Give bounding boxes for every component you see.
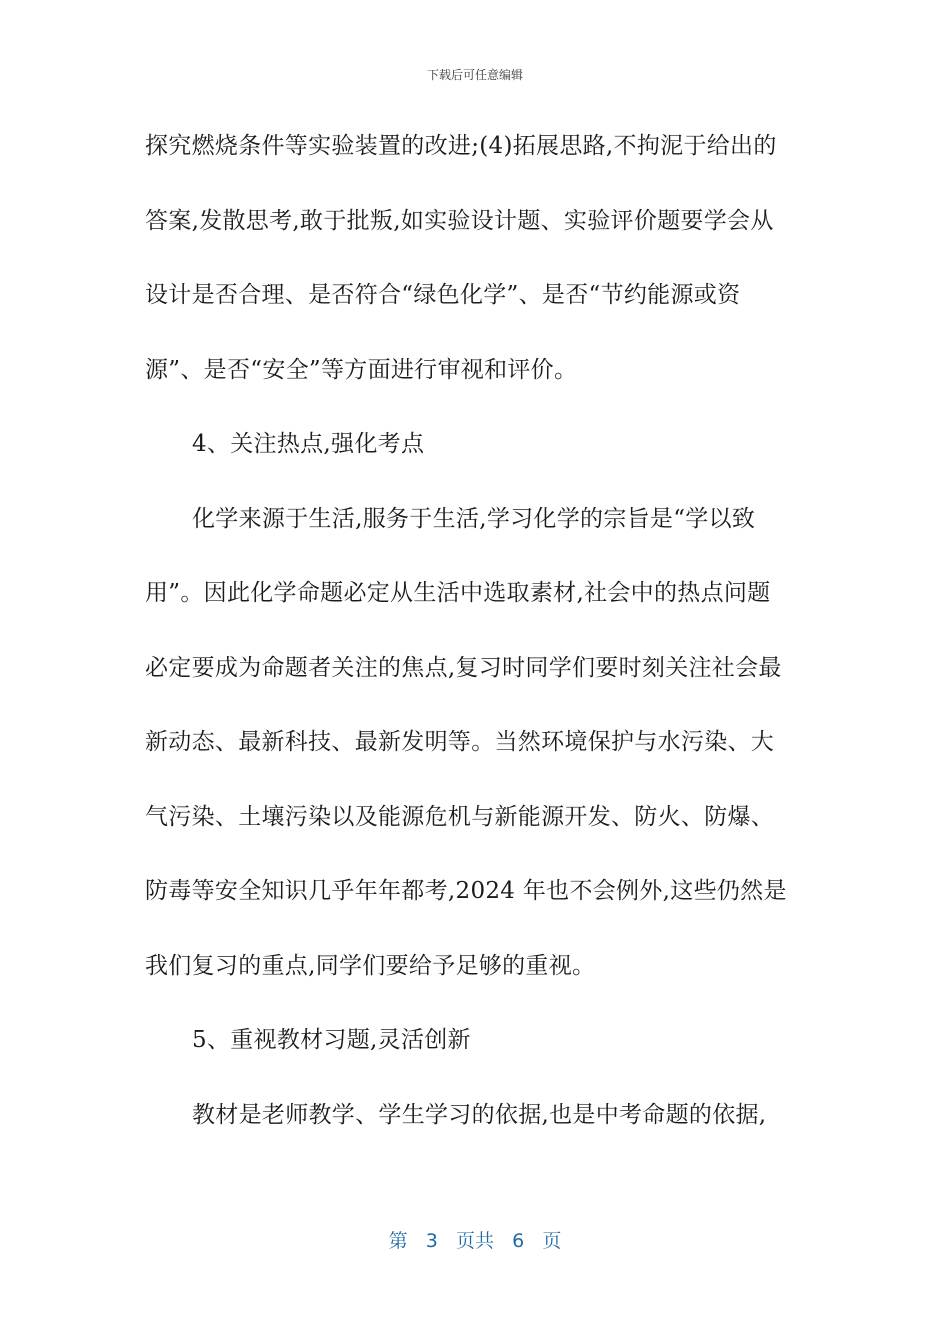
page-label-suffix: 页 [542, 1230, 562, 1252]
page-number-footer [0, 1226, 950, 1253]
body-line-14: 教材是老师教学、学生学习的依据,也是中考命题的依据, [192, 1101, 767, 1128]
body-line-7: 用”。因此化学命题必定从生活中选取素材,社会中的热点问题 [145, 580, 771, 606]
page-total-number: 6 [512, 1230, 525, 1252]
document-body [145, 122, 810, 1165]
body-line-8: 必定要成为命题者关注的焦点,复习时同学们要时刻关注社会最 [145, 654, 782, 681]
page-label-prefix: 第 [388, 1230, 408, 1252]
page-label-middle: 页共 [455, 1230, 494, 1252]
body-line-9: 新动态、最新科技、最新发明等。当然环境保护与水污染、大 [145, 729, 775, 755]
body-line-6: 化学来源于生活,服务于生活,学习化学的宗旨是“学以致 [192, 505, 756, 532]
page-header-note: 下载后可任意编辑 [426, 68, 523, 82]
body-line-10: 气污染、土壤污染以及能源危机与新能源开发、防火、防爆、 [145, 803, 775, 830]
section-heading-4: 4、关注热点,强化考点 [192, 431, 425, 457]
body-line-3: 设计是否合理、是否符合“绿色化学”、是否“节约能源或资 [145, 282, 741, 308]
body-line-1: 探究燃烧条件等实验装置的改进;(4)拓展思路,不拘泥于给出的 [145, 133, 777, 159]
body-line-11: 防毒等安全知识几乎年年都考,2024 年也不会例外,这些仍然是 [145, 878, 787, 904]
body-line-12: 我们复习的重点,同学们要给予足够的重视。 [145, 952, 596, 979]
body-line-2: 答案,发散思考,敢于批叛,如实验设计题、实验评价题要学会从 [145, 207, 774, 234]
page-current-number: 3 [425, 1230, 438, 1252]
section-heading-5: 5、重视教材习题,灵活创新 [192, 1027, 471, 1053]
body-line-4: 源”、是否“安全”等方面进行审视和评价。 [145, 356, 578, 383]
